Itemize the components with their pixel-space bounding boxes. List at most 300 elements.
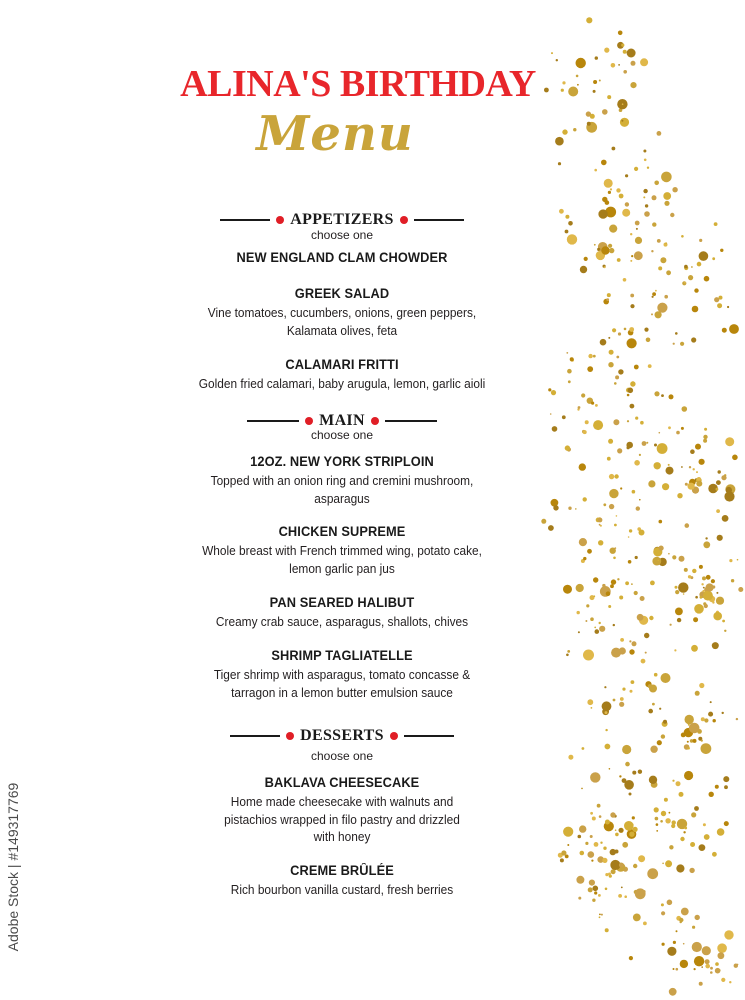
confetti-dot [550,413,552,415]
confetti-dot [598,540,603,545]
confetti-dot [648,480,655,487]
confetti-dot [605,873,608,876]
confetti-dot [703,591,713,601]
confetti-dot [584,257,588,261]
confetti-dot [634,591,638,595]
confetti-dot [619,775,621,777]
confetti-dot [640,421,644,425]
confetti-dot [724,491,734,501]
confetti-dot [627,829,637,839]
confetti-dot [684,827,687,830]
confetti-dot [687,741,689,743]
confetti-dot [608,244,612,248]
confetti-dot [696,471,698,473]
confetti-dot [629,327,634,332]
confetti-dot [587,398,593,404]
confetti-dot [631,255,633,257]
confetti-dot [595,404,598,407]
confetti-dot [697,477,701,481]
confetti-dot [679,556,685,562]
confetti-dot [699,565,703,569]
confetti-dot [611,869,616,874]
item-description: Topped with an onion ring and cremini mushroom, asparagus [210,474,474,506]
confetti-dot [693,468,695,470]
confetti-dot [722,620,725,623]
confetti-dot [608,362,613,367]
confetti-dot [619,863,624,868]
confetti-dot [615,850,619,854]
confetti-dot [689,868,694,873]
item-description: Home made cheesecake with walnuts and pistachios wrapped in filo pastry and drizzled with honey [224,795,460,844]
confetti-dot [688,275,693,280]
confetti-dot [650,777,655,782]
confetti-dot [641,659,646,664]
confetti-dot [611,63,616,68]
confetti-dot [596,518,601,523]
confetti-dot [702,576,706,580]
confetti-dot [697,262,702,267]
confetti-dot [690,739,694,743]
confetti-dot [578,631,580,633]
confetti-dot [576,584,584,592]
confetti-dot [662,721,668,727]
confetti-dot [716,488,719,491]
divider-line [247,420,299,422]
confetti-dot [690,449,695,454]
confetti-dot [578,835,582,839]
divider-line [404,735,454,737]
confetti-dot [657,303,667,313]
confetti-dot [575,508,577,510]
confetti-dot [711,579,715,583]
confetti-dot [640,58,648,66]
confetti-dot [600,586,611,597]
confetti-dot [630,690,633,693]
confetti-dot [582,430,585,433]
confetti-dot [722,712,724,714]
confetti-dot [708,484,718,494]
confetti-dot [639,530,645,536]
confetti-dot [568,221,573,226]
confetti-dot [696,481,702,487]
confetti-dot [596,251,605,260]
confetti-dot [703,587,705,589]
confetti-dot [706,583,714,591]
confetti-dot [629,793,632,796]
confetti-dot [627,49,636,58]
confetti-dot [677,493,682,498]
confetti-dot [604,821,614,831]
confetti-dot [717,943,727,953]
confetti-dot [644,159,647,162]
confetti-dot [587,699,593,705]
confetti-dot [603,265,606,268]
confetti-dot [594,842,599,847]
item-name: BAKLAVA CHEESECAKE [264,775,420,790]
confetti-dot [654,673,658,677]
confetti-dot [710,971,713,974]
confetti-dot [736,718,738,720]
confetti-dot [679,918,683,922]
confetti-dot [692,926,695,929]
confetti-dot [676,968,679,971]
confetti-dot [630,82,636,88]
confetti-dot [628,330,634,336]
confetti-dot [599,626,605,632]
confetti-dot [659,546,664,551]
confetti-dot [698,737,702,741]
confetti-dot [587,549,592,554]
confetti-dot [661,172,672,183]
confetti-dot [602,858,607,863]
confetti-dot [629,529,632,532]
confetti-dot [620,638,624,642]
confetti-dot [624,821,634,831]
confetti-dot [738,587,743,592]
confetti-dot [565,855,569,859]
confetti-dot [629,640,631,642]
confetti-dot [682,406,688,412]
confetti-dot [664,295,668,299]
confetti-dot [625,202,629,206]
confetti-dot [600,842,602,844]
confetti-dot [689,466,691,468]
confetti-dot [655,311,662,318]
confetti-dot [548,388,551,391]
confetti-dot [632,641,637,646]
confetti-dot [709,792,714,797]
confetti-dot [605,729,607,731]
red-dot-icon [400,216,408,224]
confetti-dot [567,650,570,653]
confetti-dot [541,519,546,524]
confetti-dot [681,427,684,430]
confetti-dot [654,391,659,396]
confetti-dot [588,851,595,858]
confetti-dot [697,729,702,734]
confetti-dot [657,131,662,136]
confetti-dot [680,921,682,923]
confetti-dot [714,222,718,226]
confetti-dot [661,734,665,738]
confetti-dot [680,960,688,968]
confetti-dot [551,390,556,395]
confetti-dot [624,328,627,331]
confetti-dot [627,338,637,348]
confetti-dot [640,596,645,601]
confetti-dot [655,290,657,292]
confetti-dot [617,448,622,453]
confetti-dot [722,328,727,333]
confetti-dot [692,569,696,573]
confetti-dot [657,443,668,454]
confetti-dot [695,478,699,482]
confetti-dot [689,479,696,486]
confetti-dot [675,332,678,335]
confetti-dot [722,515,729,522]
confetti-dot [602,584,605,587]
confetti-dot [611,648,621,658]
confetti-dot [677,618,681,622]
confetti-dot [608,605,611,608]
confetti-dot [661,911,665,915]
confetti-dot [657,239,661,243]
confetti-dot [594,244,596,246]
confetti-dot [580,851,585,856]
confetti-dot [654,547,661,554]
confetti-dot [616,188,620,192]
confetti-dot [556,59,558,61]
confetti-dot [669,845,673,849]
confetti-dot [649,776,657,784]
confetti-dot [630,294,634,298]
confetti-dot [702,946,711,955]
confetti-dot [638,770,642,774]
confetti-dot [704,604,708,608]
confetti-dot [599,80,601,82]
confetti-dot [643,922,647,926]
confetti-dot [609,504,614,509]
confetti-dot [630,304,634,308]
confetti-dot [676,864,684,872]
confetti-dot [631,61,636,66]
confetti-dot [605,820,610,825]
confetti-dot [633,864,637,868]
confetti-dot [595,56,598,59]
confetti-dot [570,358,574,362]
confetti-dot [703,541,710,548]
confetti-dot [659,520,663,524]
confetti-dot [594,627,596,629]
confetti-dot [631,583,633,585]
confetti-dot [685,523,690,528]
section-title: MAIN [319,412,365,429]
confetti-dot [568,755,573,760]
divider-line [385,420,437,422]
confetti-dot [594,891,597,894]
menu-item [170,648,514,702]
confetti-dot [709,596,715,602]
confetti-dot [579,538,587,546]
confetti-dot [598,209,607,218]
confetti-dot [590,835,593,838]
confetti-dot [580,266,587,273]
confetti-dot [712,585,715,588]
section-note: choose one [310,428,374,442]
confetti-dot [661,394,664,397]
confetti-dot [606,298,609,301]
confetti-dot [578,62,583,67]
confetti-dot [718,952,725,959]
confetti-dot [644,328,648,332]
confetti-dot [605,207,616,218]
confetti-dot [628,560,632,564]
confetti-dot [586,111,591,116]
confetti-dot [585,842,588,845]
confetti-dot [675,586,678,589]
confetti-dot [674,649,676,651]
confetti-dot [586,122,597,133]
item-description: Golden fried calamari, baby arugula, lemon, garlic aioli [198,377,486,391]
confetti-dot [729,981,731,983]
confetti-dot [614,524,617,527]
confetti-dot [610,548,616,554]
confetti-dot [585,420,589,424]
confetti-dot [599,622,601,624]
confetti-dot [603,503,606,506]
confetti-dot [696,477,702,483]
confetti-dot [660,820,663,823]
confetti-dot [619,828,623,832]
confetti-dot [684,744,690,750]
confetti-dot [589,880,595,886]
confetti-dot [634,890,638,894]
confetti-dot [565,230,569,234]
divider-line [414,219,464,221]
confetti-dot [605,200,610,205]
confetti-dot [609,768,611,770]
confetti-dot [704,718,708,722]
confetti-dot [565,445,570,450]
confetti-dot [692,306,699,313]
confetti-dot [717,535,723,541]
red-dot-icon [371,417,379,425]
confetti-dot [734,964,738,968]
confetti-dot [617,578,619,580]
confetti-dot [692,487,699,494]
confetti-dot [618,64,620,66]
confetti-dot [558,853,563,858]
red-dot-icon [276,216,284,224]
confetti-dot [687,747,690,750]
confetti-dot [712,601,714,603]
confetti-dot [705,537,707,539]
confetti-dot [676,930,678,932]
confetti-dot [685,715,694,724]
confetti-dot [559,209,564,214]
confetti-dot [710,701,712,703]
confetti-dot [693,617,698,622]
confetti-dot [724,930,733,939]
confetti-dot [694,968,696,970]
confetti-dot [628,388,634,394]
confetti-dot [660,257,666,263]
confetti-dot [630,233,632,235]
confetti-dot [634,251,643,260]
confetti-dot [729,559,732,562]
confetti-dot [623,278,627,282]
confetti-dot [665,860,672,867]
confetti-dot [620,487,622,489]
confetti-dot [608,873,611,876]
confetti-dot [699,459,705,465]
confetti-dot [637,614,644,621]
confetti-dot [727,306,729,308]
confetti-dot [673,343,675,345]
confetti-dot [588,354,592,358]
confetti-dot [576,58,586,68]
confetti-dot [712,642,719,649]
confetti-dot [692,942,702,952]
confetti-dot [583,267,585,269]
confetti-dot [669,812,671,814]
confetti-dot [617,258,621,262]
confetti-dot [684,266,688,270]
confetti-dot [621,44,624,47]
confetti-dot [615,375,619,379]
confetti-dot [663,192,671,200]
confetti-dot [651,250,653,252]
confetti-dot [673,941,676,944]
confetti-dot [605,928,609,932]
confetti-dot [664,798,668,802]
confetti-dot [683,943,685,945]
confetti-dot [593,90,596,93]
confetti-dot [668,426,671,429]
confetti-dot [613,699,616,702]
confetti-dot [599,524,601,526]
confetti-dot [638,855,645,862]
confetti-dot [648,364,652,368]
confetti-dot [627,420,629,422]
confetti-dot [591,707,593,709]
confetti-dot [597,804,601,808]
confetti-dot [592,817,596,821]
confetti-dot [568,87,578,97]
confetti-dot [701,740,703,742]
confetti-dot [548,525,554,531]
confetti-dot [655,817,659,821]
confetti-dot [568,380,571,383]
confetti-dot [642,441,647,446]
confetti-dot [567,844,569,846]
confetti-dot [694,288,698,292]
confetti-dot [721,475,726,480]
confetti-dot [699,683,704,688]
confetti-dot [706,950,708,952]
confetti-dot [670,624,672,626]
confetti-dot [652,703,655,706]
item-description: Tiger shrimp with asparagus, tomato concasse & tarragon in a lemon butter emulsion sauce [213,668,471,700]
confetti-dot [691,337,696,342]
confetti-dot [568,507,571,510]
confetti-dot [724,474,726,476]
confetti-dot [684,728,693,737]
red-dot-icon [305,417,313,425]
confetti-dot [577,84,579,86]
menu-item [170,250,514,269]
confetti-dot [646,338,651,343]
confetti-dot [635,556,638,559]
confetti-dot [716,509,720,513]
confetti-dot [600,339,607,346]
confetti-dot [583,557,586,560]
confetti-dot [663,720,667,724]
confetti-dot [595,629,600,634]
confetti-dot [609,248,614,253]
confetti-dot [562,415,566,419]
section-title: APPETIZERS [290,211,394,228]
confetti-dot [577,611,580,614]
confetti-dot [603,299,609,305]
confetti-dot [609,875,612,878]
confetti-dot [710,967,713,970]
confetti-dot [731,579,734,582]
confetti-dot [650,746,657,753]
confetti-dot [633,914,641,922]
confetti-dot [635,417,638,420]
confetti-dot [602,708,609,715]
